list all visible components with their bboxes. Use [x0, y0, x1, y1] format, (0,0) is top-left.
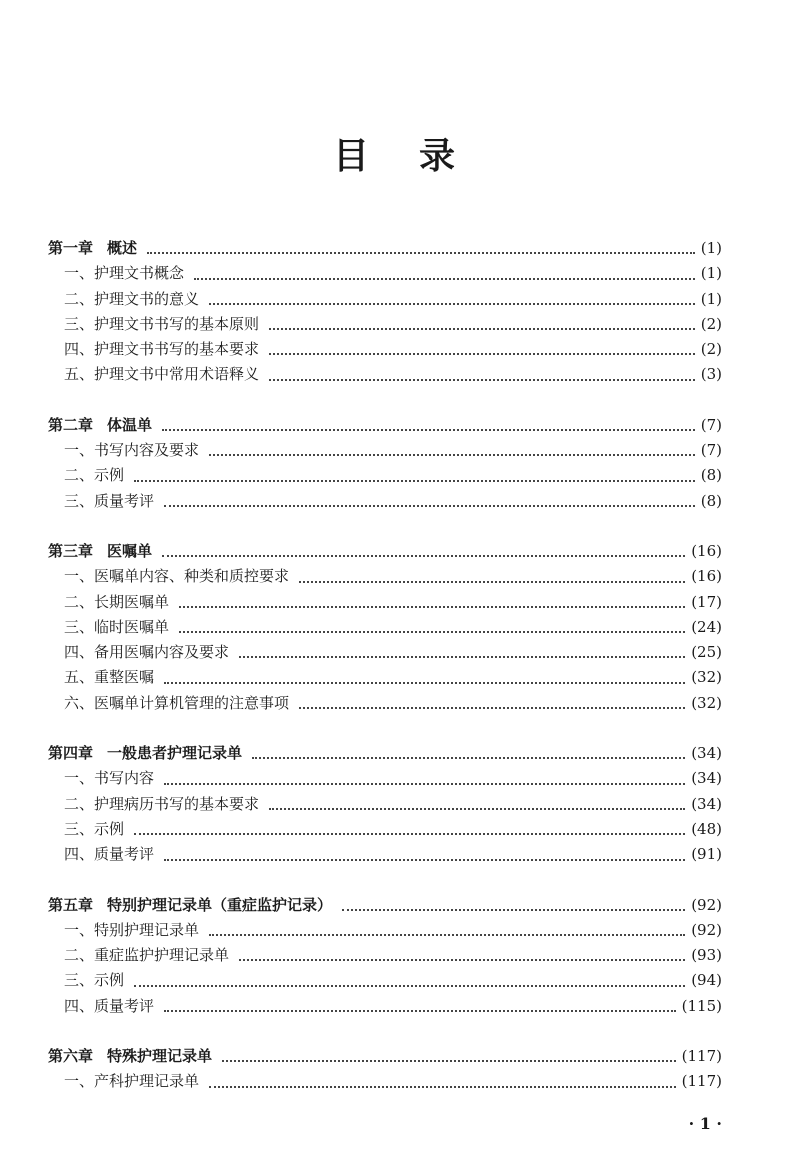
toc-entry[interactable] [48, 691, 722, 716]
chapter-title: 体温单 [107, 415, 153, 434]
toc-entry[interactable] [48, 615, 722, 640]
dot-leader [252, 756, 685, 759]
chapter-heading[interactable] [48, 413, 722, 438]
section-page: (8) [700, 466, 722, 485]
toc-entry[interactable] [48, 312, 722, 337]
chapter-number: 第一章 [48, 239, 94, 257]
section-label: 三、示例 [64, 819, 125, 838]
section-page: (91) [691, 845, 722, 864]
section-page: (32) [691, 668, 722, 687]
section-label: 一、医嘱单内容、种类和质控要求 [64, 567, 290, 586]
chapter-heading[interactable] [48, 893, 722, 918]
section-page: (1) [700, 264, 722, 283]
chapter-title: 一般患者护理记录单 [107, 744, 243, 763]
chapter-page: (92) [691, 895, 722, 914]
dot-leader [164, 681, 685, 684]
toc-entry[interactable] [48, 590, 722, 615]
section-page: (8) [700, 491, 722, 510]
dot-leader [299, 706, 685, 709]
section-page: (7) [700, 441, 722, 460]
toc-entry[interactable] [48, 792, 722, 817]
dot-leader [179, 630, 685, 633]
section-page: (16) [691, 567, 722, 586]
chapter-page: (16) [691, 541, 722, 560]
section-label: 五、护理文书中常用术语释义 [64, 365, 260, 384]
chapter-heading[interactable] [48, 539, 722, 564]
toc-entry[interactable] [48, 287, 722, 312]
toc-entry[interactable] [48, 943, 722, 968]
dot-leader [239, 655, 685, 658]
section-label: 一、产科护理记录单 [64, 1072, 200, 1091]
toc-entry[interactable] [48, 564, 722, 589]
section-label: 二、护理病历书写的基本要求 [64, 794, 260, 813]
toc-entry[interactable] [48, 968, 722, 993]
section-label: 四、质量考评 [64, 996, 155, 1015]
toc-entry[interactable] [48, 918, 722, 943]
section-label: 一、护理文书概念 [64, 264, 185, 283]
section-label: 三、示例 [64, 971, 125, 990]
chapter-6 [48, 1044, 722, 1095]
section-page: (2) [700, 340, 722, 359]
chapter-heading[interactable] [48, 236, 722, 261]
section-page: (34) [691, 794, 722, 813]
dot-leader [134, 984, 685, 987]
dot-leader [209, 933, 685, 936]
section-page: (32) [691, 693, 722, 712]
dot-leader [269, 807, 685, 810]
section-page: (93) [691, 946, 722, 965]
dot-leader [164, 1009, 676, 1012]
section-page: (24) [691, 617, 722, 636]
dot-leader [299, 580, 685, 583]
toc-entry[interactable] [48, 665, 722, 690]
dot-leader [209, 453, 695, 456]
dot-leader [162, 554, 685, 557]
toc-entry[interactable] [48, 842, 722, 867]
section-label: 二、示例 [64, 466, 125, 485]
dot-leader [147, 251, 695, 254]
chapter-page: (1) [700, 239, 722, 257]
chapter-4 [48, 741, 722, 867]
section-label: 三、临时医嘱单 [64, 617, 170, 636]
section-label: 四、质量考评 [64, 845, 155, 864]
section-label: 三、护理文书书写的基本原则 [64, 314, 260, 333]
section-label: 五、重整医嘱 [64, 668, 155, 687]
chapter-number: 第四章 [48, 744, 94, 763]
chapter-heading[interactable] [48, 741, 722, 766]
dot-leader [269, 327, 695, 330]
section-label: 四、备用医嘱内容及要求 [64, 643, 230, 662]
chapter-number: 第三章 [48, 541, 94, 560]
chapter-heading[interactable] [48, 1044, 722, 1069]
dot-leader [164, 782, 685, 785]
dot-leader [269, 352, 695, 355]
chapter-title: 概述 [107, 239, 138, 257]
chapter-number: 第五章 [48, 895, 94, 914]
dot-leader [342, 908, 685, 911]
section-page: (48) [691, 819, 722, 838]
section-page: (94) [691, 971, 722, 990]
toc-entry[interactable] [48, 817, 722, 842]
chapter-5 [48, 893, 722, 1019]
chapter-page: (34) [691, 744, 722, 763]
dot-leader [194, 277, 695, 280]
title-char-2: 录 [419, 136, 458, 177]
dot-leader [222, 1059, 676, 1062]
section-label: 二、重症监护护理记录单 [64, 946, 230, 965]
section-label: 六、医嘱单计算机管理的注意事项 [64, 693, 290, 712]
toc-entry[interactable] [48, 766, 722, 791]
toc-entry[interactable] [48, 362, 722, 387]
dot-leader [269, 378, 695, 381]
section-page: (3) [700, 365, 722, 384]
section-page: (115) [681, 996, 722, 1015]
section-label: 一、书写内容 [64, 769, 155, 788]
section-page: (17) [691, 592, 722, 611]
chapter-page: (117) [681, 1047, 722, 1066]
dot-leader [164, 504, 695, 507]
chapter-title: 特殊护理记录单 [107, 1047, 213, 1066]
chapter-page: (7) [700, 415, 722, 434]
toc-entry[interactable] [48, 261, 722, 286]
section-page: (25) [691, 643, 722, 662]
section-page: (1) [700, 289, 722, 308]
section-page: (2) [700, 314, 722, 333]
dot-leader [134, 479, 695, 482]
chapter-1 [48, 236, 722, 388]
chapter-number: 第六章 [48, 1047, 94, 1066]
toc-entry[interactable] [48, 438, 722, 463]
title-char-1: 目 [332, 136, 371, 177]
chapter-3 [48, 539, 722, 716]
dot-leader [162, 428, 695, 431]
dot-leader [239, 958, 685, 961]
section-label: 一、书写内容及要求 [64, 441, 200, 460]
toc-entry[interactable] [48, 489, 722, 514]
section-page: (34) [691, 769, 722, 788]
toc-entry[interactable] [48, 640, 722, 665]
page-number: · 1 · [688, 1114, 722, 1133]
page-title [0, 128, 790, 179]
section-label: 一、特别护理记录单 [64, 920, 200, 939]
dot-leader [179, 605, 685, 608]
chapter-2 [48, 413, 722, 514]
section-label: 二、护理文书的意义 [64, 289, 200, 308]
section-page: (92) [691, 920, 722, 939]
toc-entry[interactable] [48, 994, 722, 1019]
chapter-number: 第二章 [48, 415, 94, 434]
chapter-title: 医嘱单 [107, 541, 153, 560]
chapter-title: 特别护理记录单（重症监护记录） [107, 895, 333, 914]
section-label: 四、护理文书书写的基本要求 [64, 340, 260, 359]
toc-entry[interactable] [48, 1069, 722, 1094]
section-label: 三、质量考评 [64, 491, 155, 510]
dot-leader [134, 832, 685, 835]
table-of-contents [48, 236, 722, 1120]
dot-leader [209, 302, 695, 305]
toc-entry[interactable] [48, 463, 722, 488]
section-page: (117) [681, 1072, 722, 1091]
toc-entry[interactable] [48, 337, 722, 362]
dot-leader [164, 858, 685, 861]
dot-leader [209, 1085, 676, 1088]
section-label: 二、长期医嘱单 [64, 592, 170, 611]
